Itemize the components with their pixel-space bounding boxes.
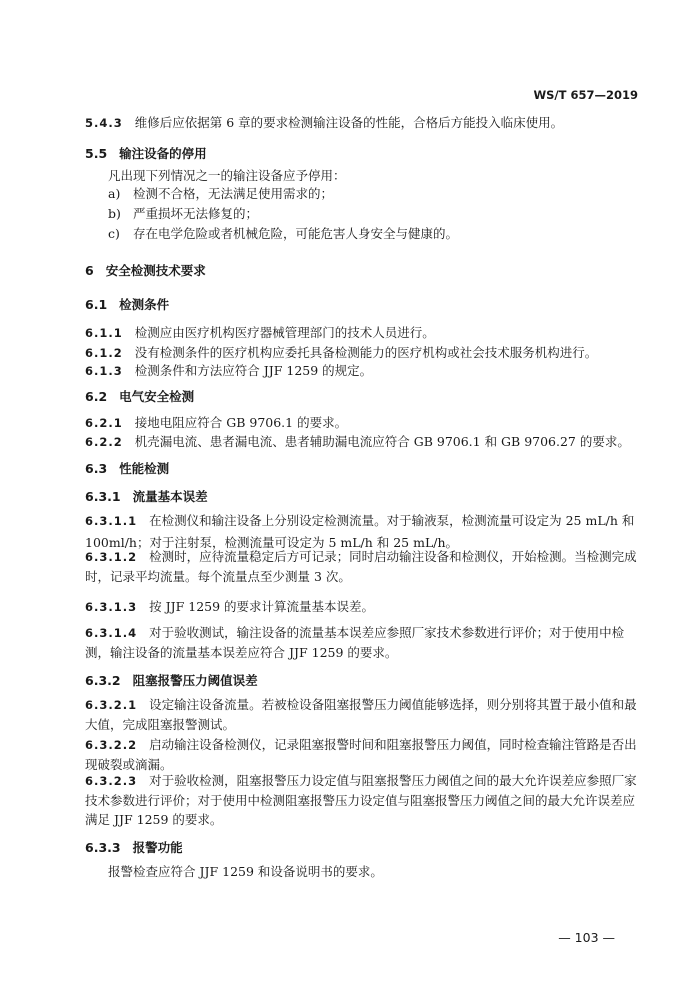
clause-number: 6.1.2 — [85, 346, 123, 360]
subsection-number: 6.3.3 — [85, 840, 121, 855]
clause-number: 6.3.2.2 — [85, 738, 138, 752]
clause-text: 没有检测条件的医疗机构应委托具备检测能力的医疗机构或社会技术服务机构进行。 — [134, 345, 598, 360]
clause-text: 对于验收测试，输注设备的流量基本误差应参照厂家技术参数进行评价；对于使用中检测，输注设备的流量基本误差应符合 JJF 1259 的要求。 — [85, 625, 625, 660]
clause-text: 机壳漏电流、患者漏电流、患者辅助漏电流应符合 GB 9706.1 和 GB 9706.27 的要求。 — [134, 434, 630, 449]
clause-number: 5.4.3 — [85, 116, 123, 130]
section-title: 电气安全检测 — [119, 389, 195, 404]
section-heading-6-3 — [85, 459, 169, 477]
clause-text: 检测条件和方法应符合 JJF 1259 的规定。 — [134, 363, 373, 378]
clause-6-3-2-1 — [85, 695, 640, 735]
list-label: a) — [108, 186, 121, 201]
clause-number: 6.3.1.4 — [85, 626, 138, 640]
list-item — [108, 204, 258, 222]
section-title: 输注设备的停用 — [119, 146, 207, 161]
clause-number: 6.3.2.1 — [85, 698, 138, 712]
clause-6-1-1 — [85, 323, 435, 341]
list-item — [108, 224, 458, 242]
clause-number: 6.3.1.3 — [85, 600, 138, 614]
subsection-heading-6-3-1 — [85, 487, 208, 505]
list-item — [108, 184, 333, 202]
subsection-number: 6.3.1 — [85, 489, 121, 504]
list-text: 严重损坏无法修复的； — [133, 206, 259, 221]
subsection-title: 流量基本误差 — [132, 489, 208, 504]
clause-6-3-1-2 — [85, 547, 640, 587]
subsection-title: 阻塞报警压力阈值误差 — [132, 673, 258, 688]
clause-text: 维修后应依据第 6 章的要求检测输注设备的性能，合格后方能投入临床使用。 — [134, 115, 564, 130]
clause-text: 对于验收检测，阻塞报警压力设定值与阻塞报警压力阈值之间的最大允许误差应参照厂家技术参数进行评价；对于使用中检测阻塞报警压力设定值与阻塞报警压力阈值之间的最大允许误差应满足 JJF 1259 的要求。 — [85, 773, 637, 827]
paragraph-5-5-intro: 凡出现下列情况之一的输注设备应予停用： — [108, 168, 346, 183]
clause-number: 6.1.3 — [85, 364, 123, 378]
chapter-title: 安全检测技术要求 — [105, 263, 206, 278]
clause-6-3-1-4 — [85, 623, 640, 663]
clause-6-3-1-3 — [85, 597, 374, 615]
clause-text: 检测时，应待流量稳定后方可记录；同时启动输注设备和检测仪，开始检测。当检测完成时，记录平均流量。每个流量点至少测量 3 次。 — [85, 549, 637, 584]
clause-text: 设定输注设备流量。若被检设备阻塞报警压力阈值能够选择，则分别将其置于最小值和最大值，完成阻塞报警测试。 — [85, 697, 637, 732]
clause-text: 按 JJF 1259 的要求计算流量基本误差。 — [149, 599, 375, 614]
clause-5-4-3 — [85, 113, 563, 131]
clause-text: 接地电阻应符合 GB 9706.1 的要求。 — [134, 415, 348, 430]
chapter-number: 6 — [85, 263, 94, 278]
clause-number: 6.2.1 — [85, 416, 123, 430]
clause-number: 6.3.1.2 — [85, 550, 138, 564]
subsection-heading-6-3-2 — [85, 671, 258, 689]
list-text: 检测不合格，无法满足使用需求的； — [133, 186, 334, 201]
subsection-title: 报警功能 — [132, 840, 183, 855]
list-text: 存在电学危险或者机械危险，可能危害人身安全与健康的。 — [133, 226, 459, 241]
clause-number: 6.1.1 — [85, 326, 123, 340]
section-number: 6.2 — [85, 389, 108, 404]
clause-number: 6.3.1.1 — [85, 514, 138, 528]
clause-6-2-2 — [85, 432, 630, 450]
subsection-number: 6.3.2 — [85, 673, 121, 688]
section-title: 检测条件 — [119, 297, 170, 312]
chapter-heading-6 — [85, 261, 206, 279]
list-label: c) — [108, 226, 120, 241]
subsection-heading-6-3-3 — [85, 838, 183, 856]
clause-6-3-2-3 — [85, 771, 640, 829]
clause-6-3-2-2 — [85, 735, 640, 775]
list-label: b) — [108, 206, 121, 221]
page-number: — 103 — — [558, 930, 615, 945]
section-title: 性能检测 — [119, 461, 170, 476]
clause-text: 检测应由医疗机构医疗器械管理部门的技术人员进行。 — [134, 325, 435, 340]
section-heading-5-5 — [85, 144, 207, 162]
clause-6-1-2 — [85, 343, 597, 361]
section-heading-6-1 — [85, 295, 169, 313]
clause-text: 在检测仪和输注设备上分别设定检测流量。对于输液泵，检测流量可设定为 25 mL/h 和 100ml/h；对于注射泵，检测流量可设定为 5 mL/h 和 25 mL/h。 — [85, 513, 635, 550]
clause-number: 6.2.2 — [85, 435, 123, 449]
section-number: 6.3 — [85, 461, 108, 476]
clause-text: 启动输注设备检测仪，记录阻塞报警时间和阻塞报警压力阈值，同时检查输注管路是否出现破裂或滴漏。 — [85, 737, 637, 772]
clause-number: 6.3.2.3 — [85, 774, 138, 788]
section-heading-6-2 — [85, 387, 194, 405]
standard-code: WS/T 657—2019 — [533, 88, 638, 102]
section-number: 5.5 — [85, 146, 108, 161]
clause-6-1-3 — [85, 361, 372, 379]
section-number: 6.1 — [85, 297, 108, 312]
clause-6-2-1 — [85, 413, 347, 431]
paragraph-6-3-3: 报警检查应符合 JJF 1259 和设备说明书的要求。 — [108, 864, 383, 879]
